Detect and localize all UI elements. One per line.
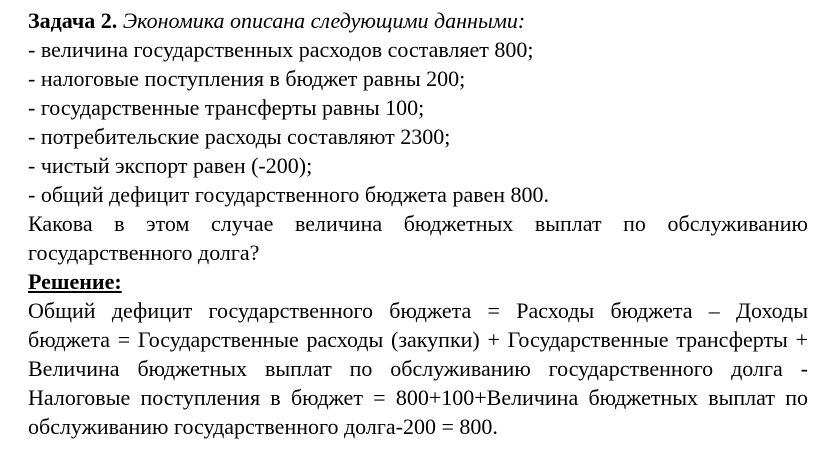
task-item: - общий дефицит государственного бюджета равен 800. bbox=[28, 182, 550, 207]
document-body bbox=[28, 6, 808, 441]
task-intro: Экономика описана следующими данными: bbox=[122, 8, 526, 33]
task-item: - государственные трансферты равны 100; bbox=[28, 95, 425, 120]
task-question: Какова в этом случае величина бюджетных выплат по обслуживанию государственного долга? bbox=[28, 211, 808, 265]
task-heading bbox=[28, 6, 808, 35]
solution-title: Решение: bbox=[28, 269, 122, 294]
task-label: Задача 2. bbox=[28, 8, 118, 33]
task-item: - чистый экспорт равен (-200); bbox=[28, 153, 313, 178]
task-item: - величина государственных расходов составляет 800; bbox=[28, 37, 534, 62]
task-item: - потребительские расходы составляют 2300; bbox=[28, 124, 451, 149]
task-item: - налоговые поступления в бюджет равны 200; bbox=[28, 66, 466, 91]
solution-text: Общий дефицит государственного бюджета = Расходы бюджета – Доходы бюджета = Государственные расходы (закупки) + Государственные трансферты + Величина бюджетных выплат по обслуживанию государственного долга - Налоговые поступления в бюджет = 800+100+Величина бюджетных выплат по обслуживанию государственного долга-200 = 800. bbox=[28, 298, 808, 439]
